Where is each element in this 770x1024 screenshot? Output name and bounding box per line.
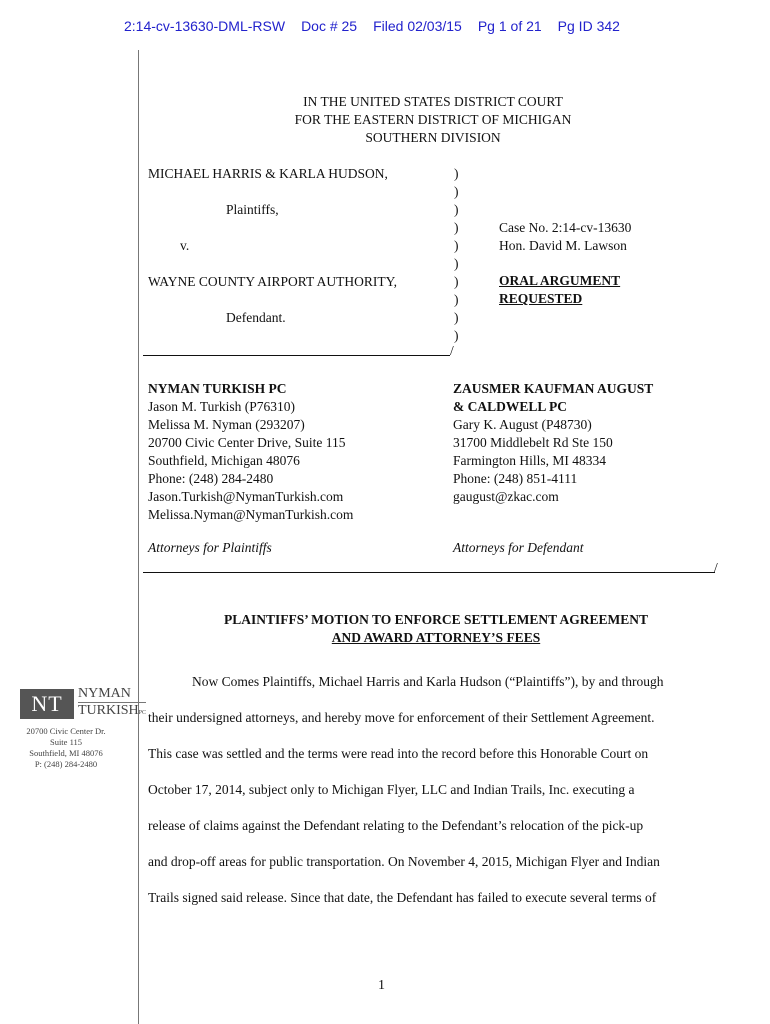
margin-rule <box>138 50 139 1024</box>
defendant-attorneys <box>453 380 653 506</box>
logo-addr-line: Southfield, MI 48076 <box>29 748 103 758</box>
stamp-filed: Filed 02/03/15 <box>373 18 462 34</box>
motion-title-line-1: PLAINTIFFS’ MOTION TO ENFORCE SETTLEMENT AGREEMENT <box>224 612 648 627</box>
stamp-case: 2:14-cv-13630-DML-RSW <box>124 18 286 34</box>
logo-addr-line: Suite 115 <box>49 737 83 747</box>
plaintiff-atty-line: Jason M. Turkish (P76310) <box>148 399 296 414</box>
court-line-2: FOR THE EASTERN DISTRICT OF MICHIGAN <box>294 112 572 127</box>
defendant-atty-line: Farmington Hills, MI 48334 <box>453 453 607 468</box>
oral-line-1: ORAL ARGUMENT <box>499 273 621 288</box>
defendant-firm: ZAUSMER KAUFMAN AUGUST <box>453 381 654 396</box>
oral-argument-requested <box>499 272 620 308</box>
defendant-label: Defendant. <box>226 310 286 325</box>
logo-word-1: NYMAN <box>78 686 131 701</box>
body-line: This case was settled and the terms were read into the record before this Honorable Court on <box>148 746 649 761</box>
judge-name: Hon. David M. Lawson <box>499 238 627 253</box>
defendant-atty-line: 31700 Middlebelt Rd Ste 150 <box>453 435 613 450</box>
plaintiff-attorneys <box>148 380 353 524</box>
plaintiffs-names: MICHAEL HARRIS & KARLA HUDSON, <box>148 166 388 181</box>
caption-parties <box>148 165 397 327</box>
logo-mark: NT <box>20 689 74 719</box>
plaintiff-email-link[interactable]: Jason.Turkish@NymanTurkish.com <box>148 489 344 504</box>
defendant-firm-2: & CALDWELL PC <box>453 399 568 414</box>
defendant-role: Attorneys for Defendant <box>453 540 584 555</box>
nyman-turkish-logo <box>14 686 147 770</box>
stamp-doc: Doc # 25 <box>301 18 358 34</box>
caption-parens: ) ) ) ) ) ) ) ) ) ) <box>454 166 459 343</box>
body-line: release of claims against the Defendant relating to the Defendant’s relocation of the pick-up <box>148 818 644 833</box>
plaintiff-email-link[interactable]: Melissa.Nyman@NymanTurkish.com <box>148 507 354 522</box>
logo-tm: PC <box>138 710 147 716</box>
logo-word-2: TURKISH <box>78 703 139 718</box>
defendant-name: WAYNE COUNTY AIRPORT AUTHORITY, <box>148 274 397 289</box>
attorney-divider-slash: / <box>714 560 718 575</box>
caption-divider-slash: / <box>450 343 454 358</box>
plaintiff-role: Attorneys for Plaintiffs <box>148 540 272 555</box>
court-heading <box>0 93 770 147</box>
motion-title-line-2: AND AWARD ATTORNEY’S FEES <box>331 630 541 645</box>
case-number: Case No. 2:14-cv-13630 <box>499 220 632 235</box>
body-line: and drop-off areas for public transportation. On November 4, 2015, Michigan Flyer and Indian <box>148 854 660 869</box>
motion-body <box>148 664 664 916</box>
case-info <box>499 219 631 255</box>
caption-divider <box>143 355 450 356</box>
defendant-atty-line: Phone: (248) 851-4111 <box>453 471 578 486</box>
logo-addr-line: 20700 Civic Center Dr. <box>26 726 106 736</box>
attorney-divider <box>143 572 715 573</box>
defendant-email-link[interactable]: gaugust@zkac.com <box>453 489 559 504</box>
oral-line-2: REQUESTED <box>499 291 583 306</box>
stamp-pgid: Pg ID 342 <box>557 18 620 34</box>
plaintiff-atty-line: Phone: (248) 284-2480 <box>148 471 274 486</box>
defendant-atty-line: Gary K. August (P48730) <box>453 417 592 432</box>
court-line-3: SOUTHERN DIVISION <box>365 130 501 145</box>
versus: v. <box>180 238 190 253</box>
filing-stamp <box>124 18 636 34</box>
body-line: October 17, 2014, subject only to Michigan Flyer, LLC and Indian Trails, Inc. executing a <box>148 782 635 797</box>
plaintiffs-label: Plaintiffs, <box>226 202 279 217</box>
plaintiff-atty-line: 20700 Civic Center Drive, Suite 115 <box>148 435 346 450</box>
body-line: their undersigned attorneys, and hereby move for enforcement of their Settlement Agreement. <box>148 710 655 725</box>
plaintiff-firm: NYMAN TURKISH PC <box>148 381 287 396</box>
plaintiff-atty-line: Melissa M. Nyman (293207) <box>148 417 305 432</box>
court-line-1: IN THE UNITED STATES DISTRICT COURT <box>303 94 563 109</box>
body-line: Trails signed said release. Since that date, the Defendant has failed to execute several terms of <box>148 890 657 905</box>
body-line: Now Comes Plaintiffs, Michael Harris and Karla Hudson (“Plaintiffs”), by and through <box>192 674 664 689</box>
stamp-page: Pg 1 of 21 <box>477 18 542 34</box>
plaintiff-atty-line: Southfield, Michigan 48076 <box>148 453 300 468</box>
page-number: 1 <box>378 978 385 993</box>
motion-title <box>140 611 732 647</box>
logo-addr-line: P: (248) 284-2480 <box>34 759 98 769</box>
